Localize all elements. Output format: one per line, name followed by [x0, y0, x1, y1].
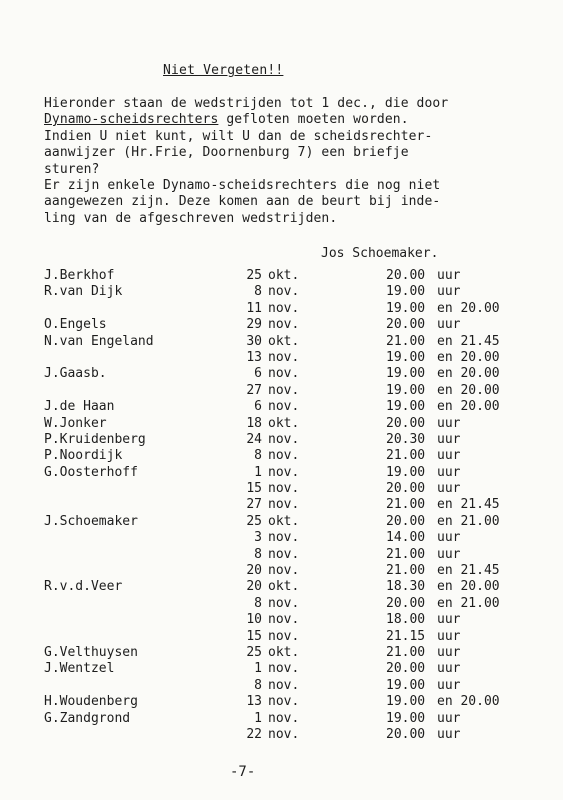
match-month: nov. — [268, 481, 300, 497]
time-suffix: uur — [437, 710, 461, 726]
match-month: nov. — [268, 366, 300, 382]
table-row — [44, 694, 524, 710]
match-day: 25 — [246, 513, 262, 529]
referee-name: G.Oosterhoff — [44, 464, 138, 480]
referee-name: G.Zandgrond — [44, 710, 131, 726]
table-row — [44, 711, 524, 727]
match-time: 19.00 — [386, 677, 426, 693]
referee-name: O.Engels — [44, 317, 107, 333]
referee-schedule — [44, 268, 524, 743]
table-row — [44, 563, 524, 579]
time-suffix: uur — [437, 628, 461, 644]
match-day: 8 — [254, 595, 262, 611]
referee-name: R.v.d.Veer — [44, 579, 123, 595]
match-month: nov. — [268, 317, 300, 333]
match-month: nov. — [268, 628, 300, 644]
time-suffix: uur — [437, 530, 461, 546]
intro-line: ling van de afgeschreven wedstrijden. — [44, 210, 338, 226]
match-time: 18.00 — [386, 612, 426, 628]
intro-line: sturen? — [44, 161, 100, 177]
match-day: 8 — [254, 284, 262, 300]
table-row — [44, 481, 524, 497]
match-day: 1 — [254, 710, 262, 726]
match-time: 19.00 — [386, 366, 426, 382]
match-day: 18 — [246, 415, 262, 431]
table-row — [44, 629, 524, 645]
match-day: 25 — [246, 644, 262, 660]
time-suffix: en 20.00 — [437, 382, 500, 398]
match-day: 3 — [254, 530, 262, 546]
match-day: 1 — [254, 661, 262, 677]
time-suffix: en 20.00 — [437, 300, 500, 316]
referee-name: P.Kruidenberg — [44, 431, 146, 447]
match-month: nov. — [268, 726, 300, 742]
referee-name: J.Wentzel — [44, 661, 115, 677]
referee-name: N.van Engeland — [44, 333, 154, 349]
match-month: nov. — [268, 399, 300, 415]
table-row — [44, 645, 524, 661]
match-day: 20 — [246, 563, 262, 579]
time-suffix: en 20.00 — [437, 399, 500, 415]
signature: Jos Schoemaker. — [321, 246, 439, 261]
table-row — [44, 317, 524, 333]
time-suffix: en 21.45 — [437, 333, 500, 349]
table-row — [44, 366, 524, 382]
table-row — [44, 416, 524, 432]
match-time: 20.00 — [386, 317, 426, 333]
table-row — [44, 399, 524, 415]
table-row — [44, 661, 524, 677]
match-month: nov. — [268, 530, 300, 546]
match-month: nov. — [268, 563, 300, 579]
intro-underlined-term: Dynamo-scheidsrechters — [44, 112, 219, 128]
match-time: 19.00 — [386, 694, 426, 710]
match-day: 6 — [254, 366, 262, 382]
table-row — [44, 383, 524, 399]
match-day: 15 — [246, 481, 262, 497]
match-time: 19.00 — [386, 710, 426, 726]
time-suffix: uur — [437, 415, 461, 431]
table-row — [44, 448, 524, 464]
match-day: 13 — [246, 694, 262, 710]
match-month: okt. — [268, 579, 300, 595]
match-time: 20.00 — [386, 726, 426, 742]
time-suffix: uur — [437, 284, 461, 300]
referee-name: G.Velthuysen — [44, 644, 138, 660]
time-suffix: uur — [437, 448, 461, 464]
time-suffix: en 20.00 — [437, 349, 500, 365]
time-suffix: uur — [437, 677, 461, 693]
match-month: okt. — [268, 268, 300, 283]
time-suffix: uur — [437, 726, 461, 742]
table-row — [44, 465, 524, 481]
match-month: nov. — [268, 612, 300, 628]
time-suffix: uur — [437, 268, 461, 283]
table-row — [44, 334, 524, 350]
match-time: 19.00 — [386, 300, 426, 316]
intro-line: Hieronder staan de wedstrijden tot 1 dec., die door — [44, 96, 449, 111]
match-time: 20.00 — [386, 268, 426, 283]
time-suffix: uur — [437, 546, 461, 562]
table-row — [44, 579, 524, 595]
match-time: 20.00 — [386, 595, 426, 611]
match-month: nov. — [268, 661, 300, 677]
match-month: nov. — [268, 448, 300, 464]
match-day: 27 — [246, 497, 262, 513]
match-month: okt. — [268, 415, 300, 431]
table-row — [44, 678, 524, 694]
match-time: 20.30 — [386, 431, 426, 447]
match-month: okt. — [268, 333, 300, 349]
match-day: 13 — [246, 349, 262, 365]
match-time: 21.00 — [386, 448, 426, 464]
time-suffix: uur — [437, 464, 461, 480]
time-suffix: en 21.00 — [437, 595, 500, 611]
match-day: 25 — [246, 268, 262, 283]
match-month: nov. — [268, 284, 300, 300]
match-day: 27 — [246, 382, 262, 398]
time-suffix: en 20.00 — [437, 694, 500, 710]
match-time: 21.00 — [386, 333, 426, 349]
table-row — [44, 268, 524, 284]
table-row — [44, 727, 524, 743]
match-day: 6 — [254, 399, 262, 415]
match-month: nov. — [268, 349, 300, 365]
match-time: 21.00 — [386, 644, 426, 660]
referee-name: W.Jonker — [44, 415, 107, 431]
intro-line: aangewezen zijn. Deze komen aan de beurt bij inde- — [44, 194, 441, 210]
time-suffix: en 20.00 — [437, 366, 500, 382]
match-month: okt. — [268, 644, 300, 660]
match-month: nov. — [268, 382, 300, 398]
time-suffix: uur — [437, 431, 461, 447]
match-month: nov. — [268, 431, 300, 447]
page-title: Niet Vergeten!! — [163, 63, 284, 78]
match-time: 19.00 — [386, 382, 426, 398]
table-row — [44, 301, 524, 317]
time-suffix: uur — [437, 644, 461, 660]
table-row — [44, 596, 524, 612]
table-row — [44, 514, 524, 530]
match-time: 14.00 — [386, 530, 426, 546]
table-row — [44, 547, 524, 563]
table-row — [44, 432, 524, 448]
match-time: 21.15 — [386, 628, 426, 644]
match-time: 19.00 — [386, 349, 426, 365]
match-day: 20 — [246, 579, 262, 595]
match-time: 20.00 — [386, 513, 426, 529]
match-day: 8 — [254, 546, 262, 562]
intro-line: aanwijzer (Hr.Frie, Doornenburg 7) een briefje — [44, 145, 409, 161]
match-day: 22 — [246, 726, 262, 742]
match-month: nov. — [268, 694, 300, 710]
time-suffix: uur — [437, 612, 461, 628]
match-time: 21.00 — [386, 546, 426, 562]
page-number: -7- — [230, 764, 256, 780]
match-month: nov. — [268, 710, 300, 726]
table-row — [44, 612, 524, 628]
match-time: 19.00 — [386, 284, 426, 300]
match-day: 30 — [246, 333, 262, 349]
match-day: 15 — [246, 628, 262, 644]
match-time: 20.00 — [386, 661, 426, 677]
referee-name: J.Schoemaker — [44, 513, 138, 529]
match-day: 1 — [254, 464, 262, 480]
match-month: nov. — [268, 300, 300, 316]
match-day: 8 — [254, 448, 262, 464]
intro-line: Indien U niet kunt, wilt U dan de scheidsrechter- — [44, 128, 433, 144]
match-time: 19.00 — [386, 399, 426, 415]
intro-line: Er zijn enkele Dynamo-scheidsrechters die nog niet — [44, 178, 441, 194]
match-time: 20.00 — [386, 481, 426, 497]
time-suffix: uur — [437, 317, 461, 333]
table-row — [44, 530, 524, 546]
intro-paragraph — [44, 96, 534, 227]
time-suffix: en 21.45 — [437, 497, 500, 513]
time-suffix: uur — [437, 481, 461, 497]
match-time: 20.00 — [386, 415, 426, 431]
match-month: nov. — [268, 595, 300, 611]
match-month: nov. — [268, 677, 300, 693]
referee-name: H.Woudenberg — [44, 694, 138, 710]
referee-name: J.de Haan — [44, 399, 115, 415]
table-row — [44, 284, 524, 300]
match-day: 24 — [246, 431, 262, 447]
time-suffix: en 20.00 — [437, 579, 500, 595]
match-time: 21.00 — [386, 497, 426, 513]
match-time: 18.30 — [386, 579, 426, 595]
referee-name: P.Noordijk — [44, 448, 123, 464]
match-day: 11 — [246, 300, 262, 316]
match-day: 10 — [246, 612, 262, 628]
match-month: nov. — [268, 464, 300, 480]
match-month: nov. — [268, 497, 300, 513]
intro-line: gefloten moeten worden. — [218, 112, 409, 128]
match-month: okt. — [268, 513, 300, 529]
table-row — [44, 497, 524, 513]
match-month: nov. — [268, 546, 300, 562]
referee-name: R.van Dijk — [44, 284, 123, 300]
referee-name: J.Gaasb. — [44, 366, 107, 382]
table-row — [44, 350, 524, 366]
match-day: 8 — [254, 677, 262, 693]
time-suffix: en 21.00 — [437, 513, 500, 529]
referee-name: J.Berkhof — [44, 268, 115, 283]
time-suffix: uur — [437, 661, 461, 677]
time-suffix: en 21.45 — [437, 563, 500, 579]
match-day: 29 — [246, 317, 262, 333]
match-time: 19.00 — [386, 464, 426, 480]
match-time: 21.00 — [386, 563, 426, 579]
